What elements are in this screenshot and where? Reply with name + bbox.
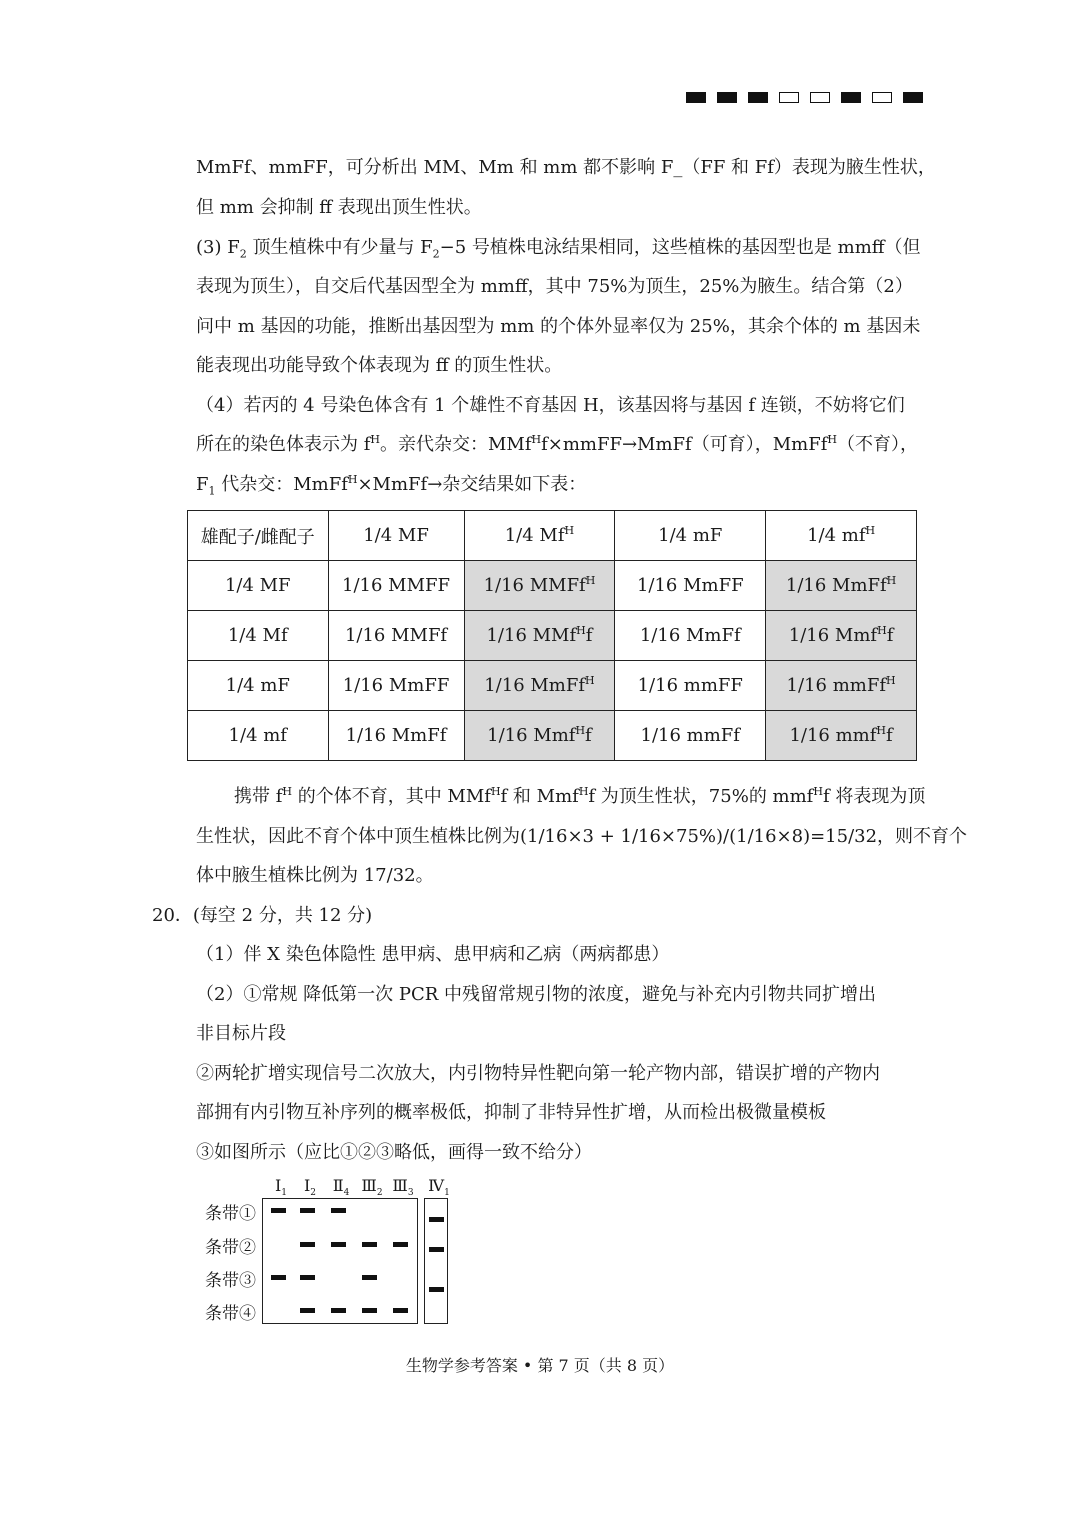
gel-lane-label: $Ⅳ_1$ — [428, 1176, 450, 1199]
table-cell: 1/16 Mmf$^H$f — [464, 711, 615, 761]
gel-lane-label: $Ⅰ_2$ — [303, 1176, 317, 1199]
table-cell: 1/16 MmFf$^H$ — [766, 561, 917, 611]
table-cell: 1/4 mF — [615, 511, 766, 561]
table-cell: 1/4 MF — [188, 561, 329, 611]
gel-band-label: 条带④ — [205, 1304, 256, 1324]
gel-lane-label: $Ⅲ_3$ — [392, 1176, 414, 1199]
gel-lane-label: $Ⅲ_2$ — [361, 1176, 383, 1199]
table-cell: 1/16 MMFF — [328, 561, 464, 611]
header-mark — [872, 92, 892, 103]
text-line: 体中腋生植株比例为 17/32。 — [196, 865, 434, 886]
page-footer: 生物学参考答案 • 第 7 页（共 8 页） — [405, 1356, 675, 1375]
gel-band — [300, 1208, 315, 1213]
gel-band — [393, 1242, 408, 1247]
gel-band — [300, 1242, 315, 1247]
text-line: MmFf、mmFF，可分析出 MM、Mm 和 mm 都不影响 F_（FF 和 Ff）表现为腋生性状， — [196, 157, 936, 178]
gel-lane-label: $Ⅱ_4$ — [332, 1176, 350, 1199]
table-row — [188, 611, 917, 661]
table-cell: 1/16 mmFf — [615, 711, 766, 761]
table-cell: 1/4 Mf — [188, 611, 329, 661]
text-line: 能表现出功能导致个体表现为 ff 的顶生性状。 — [196, 355, 563, 376]
gel-band — [429, 1287, 444, 1292]
gel-band — [362, 1275, 377, 1280]
header-mark — [841, 92, 861, 103]
table-cell: 1/4 $Mf^H$ — [464, 511, 615, 561]
text-line: ②两轮扩增实现信号二次放大，内引物特异性靶向第一轮产物内部，错误扩增的产物内 — [196, 1063, 880, 1084]
text-line: (3) $F_2$ 顶生植株中有少量与 $F_2-5$ 号植株电泳结果相同，这些植株的基因型也是 mmff（但 — [196, 237, 921, 261]
table-cell: 1/16 MmFf — [328, 711, 464, 761]
gel-band-label: 条带③ — [205, 1271, 256, 1291]
header-mark — [903, 92, 923, 103]
text-line: $F_1$ 代杂交：MmFf$^H$×MmFf→杂交结果如下表： — [196, 473, 587, 498]
gel-band — [362, 1308, 377, 1313]
gel-band — [331, 1308, 346, 1313]
table-row — [188, 661, 917, 711]
text-line: 但 mm 会抑制 ff 表现出顶生性状。 — [196, 197, 482, 218]
text-line: （4）若丙的 4 号染色体含有 1 个雄性不育基因 H，该基因将与基因 f 连锁，不妨将它们 — [196, 395, 905, 416]
text-line: 部拥有内引物互补序列的概率极低，抑制了非特异性扩增，从而检出极微量模板 — [196, 1102, 826, 1123]
table-cell: 1/16 MMFf$^H$ — [464, 561, 615, 611]
header-mark — [748, 92, 768, 103]
text-line: （2）①常规 降低第一次 PCR 中残留常规引物的浓度，避免与补充内引物共同扩增出 — [196, 984, 877, 1005]
text-line: 表现为顶生），自交后代基因型全为 mmff，其中 75%为顶生，25%为腋生。结合第（2） — [196, 276, 913, 297]
gel-band-label: 条带② — [205, 1238, 256, 1258]
header-mark — [779, 92, 799, 103]
table-cell: 1/4 MF — [328, 511, 464, 561]
table-row — [188, 561, 917, 611]
header-marks — [686, 92, 923, 103]
table-cell: 雄配子/雌配子 — [188, 511, 329, 561]
table-header-row — [188, 511, 917, 561]
text-line: 所在的染色体表示为 $f^H$。亲代杂交：MMf$^H$f×mmFF→MmFf（可育），MmFf$^H$（不育）， — [196, 433, 918, 455]
table-cell: 1/16 MmFF — [328, 661, 464, 711]
gamete-table — [187, 510, 917, 761]
text-line: 携带 $f^H$ 的个体不育，其中 MMf$^H$f 和 Mmf$^H$f 为顶生性状，75%的 mmf$^H$f 将表现为顶 — [234, 785, 926, 807]
text-line: 生性状，因此不育个体中顶生植株比例为(1/16×3 + 1/16×75%)/(1/16×8)=15/32，则不育个 — [196, 826, 968, 847]
question-number: 20．(每空 2 分，共 12 分) — [152, 905, 373, 926]
gel-band — [362, 1242, 377, 1247]
gel-band — [300, 1308, 315, 1313]
table-cell: 1/16 MmFf — [615, 611, 766, 661]
table-cell: 1/16 MMFf — [328, 611, 464, 661]
table-cell: 1/16 mmFf$^H$ — [766, 661, 917, 711]
header-mark — [717, 92, 737, 103]
table-cell: 1/16 mmf$^H$f — [766, 711, 917, 761]
text-line: ③如图所示（应比①②③略低，画得一致不给分） — [196, 1142, 592, 1163]
table-cell: 1/16 MmFF — [615, 561, 766, 611]
table-cell: 1/4 mF — [188, 661, 329, 711]
table-cell: 1/16 MMf$^H$f — [464, 611, 615, 661]
table-cell: 1/16 Mmf$^H$f — [766, 611, 917, 661]
text-line: 问中 m 基因的功能，推断出基因型为 mm 的个体外显率仅为 25%，其余个体的 m 基因未 — [196, 316, 921, 337]
gel-band — [429, 1217, 444, 1222]
gel-band-label: 条带① — [205, 1204, 256, 1224]
gel-band — [271, 1275, 286, 1280]
gel-band — [393, 1308, 408, 1313]
table-row — [188, 711, 917, 761]
gel-main-box — [262, 1198, 418, 1324]
gel-band — [271, 1208, 286, 1213]
header-mark — [686, 92, 706, 103]
header-mark — [810, 92, 830, 103]
gel-band — [331, 1208, 346, 1213]
table-cell: 1/4 $mf^H$ — [766, 511, 917, 561]
text-line: （1）伴 X 染色体隐性 患甲病、患甲病和乙病（两病都患） — [196, 944, 670, 965]
table-cell: 1/16 MmFf$^H$ — [464, 661, 615, 711]
table-cell: 1/16 mmFF — [615, 661, 766, 711]
text-line: 非目标片段 — [196, 1023, 286, 1044]
gel-band — [429, 1247, 444, 1252]
table-cell: 1/4 mf — [188, 711, 329, 761]
gel-lane-label: $Ⅰ_1$ — [274, 1176, 288, 1199]
gel-band — [300, 1275, 315, 1280]
gel-band — [331, 1242, 346, 1247]
